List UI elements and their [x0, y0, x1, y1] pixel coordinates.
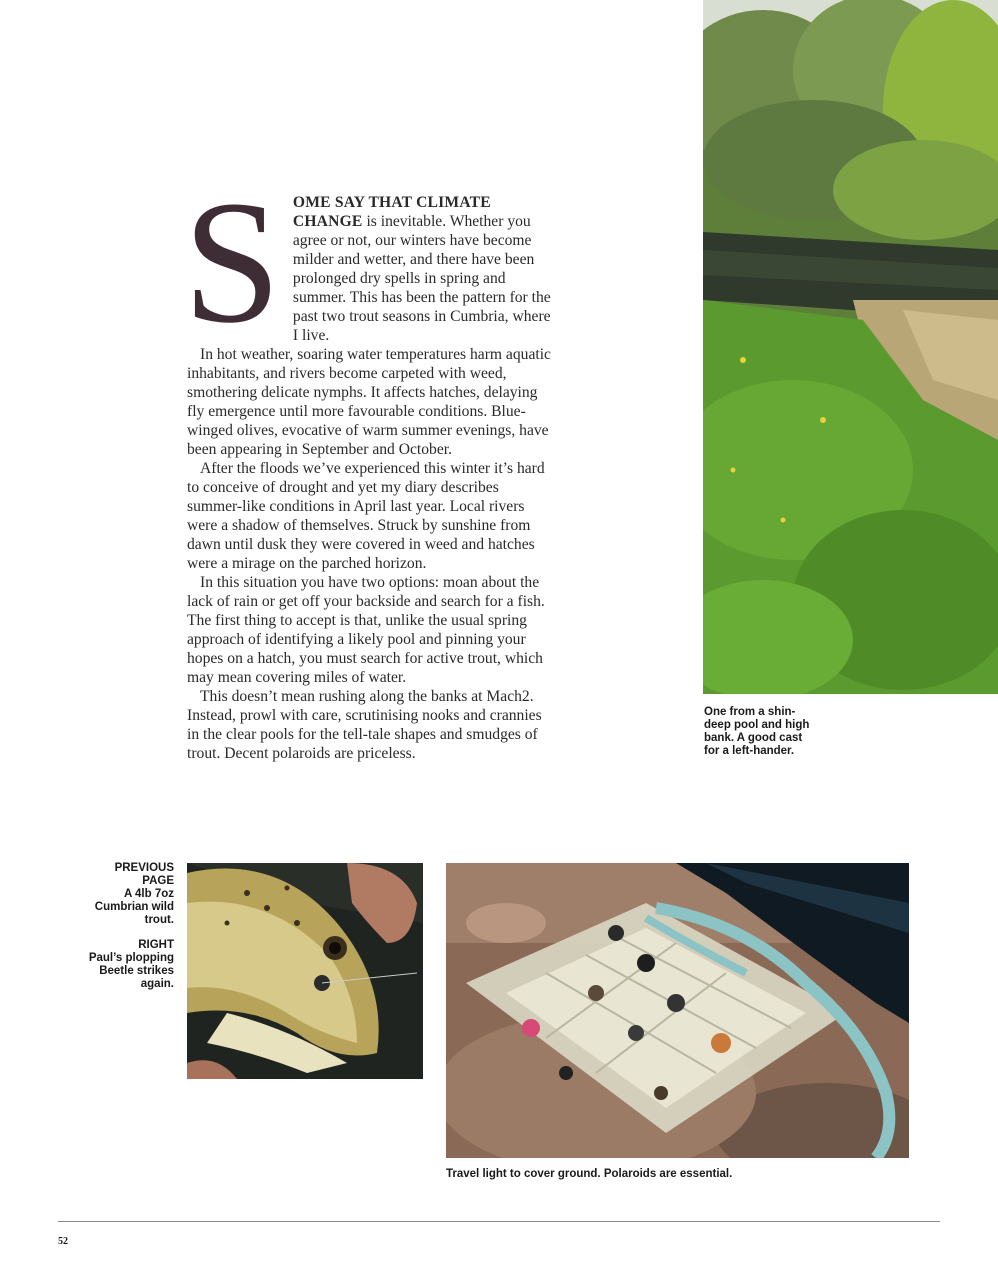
riverbank-caption: One from a shin-deep pool and high bank. A good cast for a left-hander.	[704, 706, 810, 757]
riverbank-photo	[703, 0, 998, 694]
article-paragraph: After the floods we’ve experienced this winter it’s hard to conceive of drought and yet my diary describes summer-like conditions in April last year. Local rivers were a shadow of themselves. Struck by sunshine from dawn until dusk they were covered in weed and hatches were a mirage on the parched horizon.	[187, 460, 545, 572]
footer-divider	[58, 1221, 940, 1222]
page-number: 52	[58, 1236, 68, 1247]
paragraph-text: is inevitable. Whether you agree or not, our winters have become milder and wetter, and there have been prolonged dry spells in spring and summer. This has been the pattern for the past two trout seasons in Cumbria, where I live.	[292, 213, 551, 344]
article-body	[183, 165, 555, 763]
drop-cap: S	[183, 165, 281, 360]
flybox-photo	[446, 863, 909, 1158]
previous-page-label: PREVIOUS PAGE	[114, 862, 174, 887]
article-paragraph: In this situation you have two options: moan about the lack of rain or get off your backside and search for a fish. The first thing to accept is that, unlike the usual spring approach of identifying a likely pool and pinning your hopes on a hatch, you must search for active trout, which may mean covering miles of water.	[187, 574, 545, 686]
side-captions	[80, 862, 174, 991]
previous-page-caption: A 4lb 7oz Cumbrian wild trout.	[94, 888, 174, 926]
lead-in: OME SAY THAT CLIMATE CHANGE	[292, 194, 491, 230]
flybox-caption: Travel light to cover ground. Polaroids are essential.	[446, 1168, 733, 1180]
article-paragraph: In hot weather, soaring water temperatures harm aquatic inhabitants, and rivers become carpeted with weed, smothering delicate nymphs. It affects hatches, delaying fly emergence until more favourable conditions. Blue-winged olives, evocative of warm summer evenings, have been appearing in September and October.	[187, 346, 551, 458]
right-label: RIGHT	[138, 939, 174, 951]
article-paragraph: This doesn’t mean rushing along the banks at Mach2. Instead, prowl with care, scrutinising nooks and crannies in the clear pools for the tell-tale shapes and smudges of trout. Decent polaroids are priceless.	[187, 688, 542, 762]
right-caption: Paul’s plopping Beetle strikes again.	[88, 952, 174, 990]
trout-photo	[187, 863, 423, 1079]
